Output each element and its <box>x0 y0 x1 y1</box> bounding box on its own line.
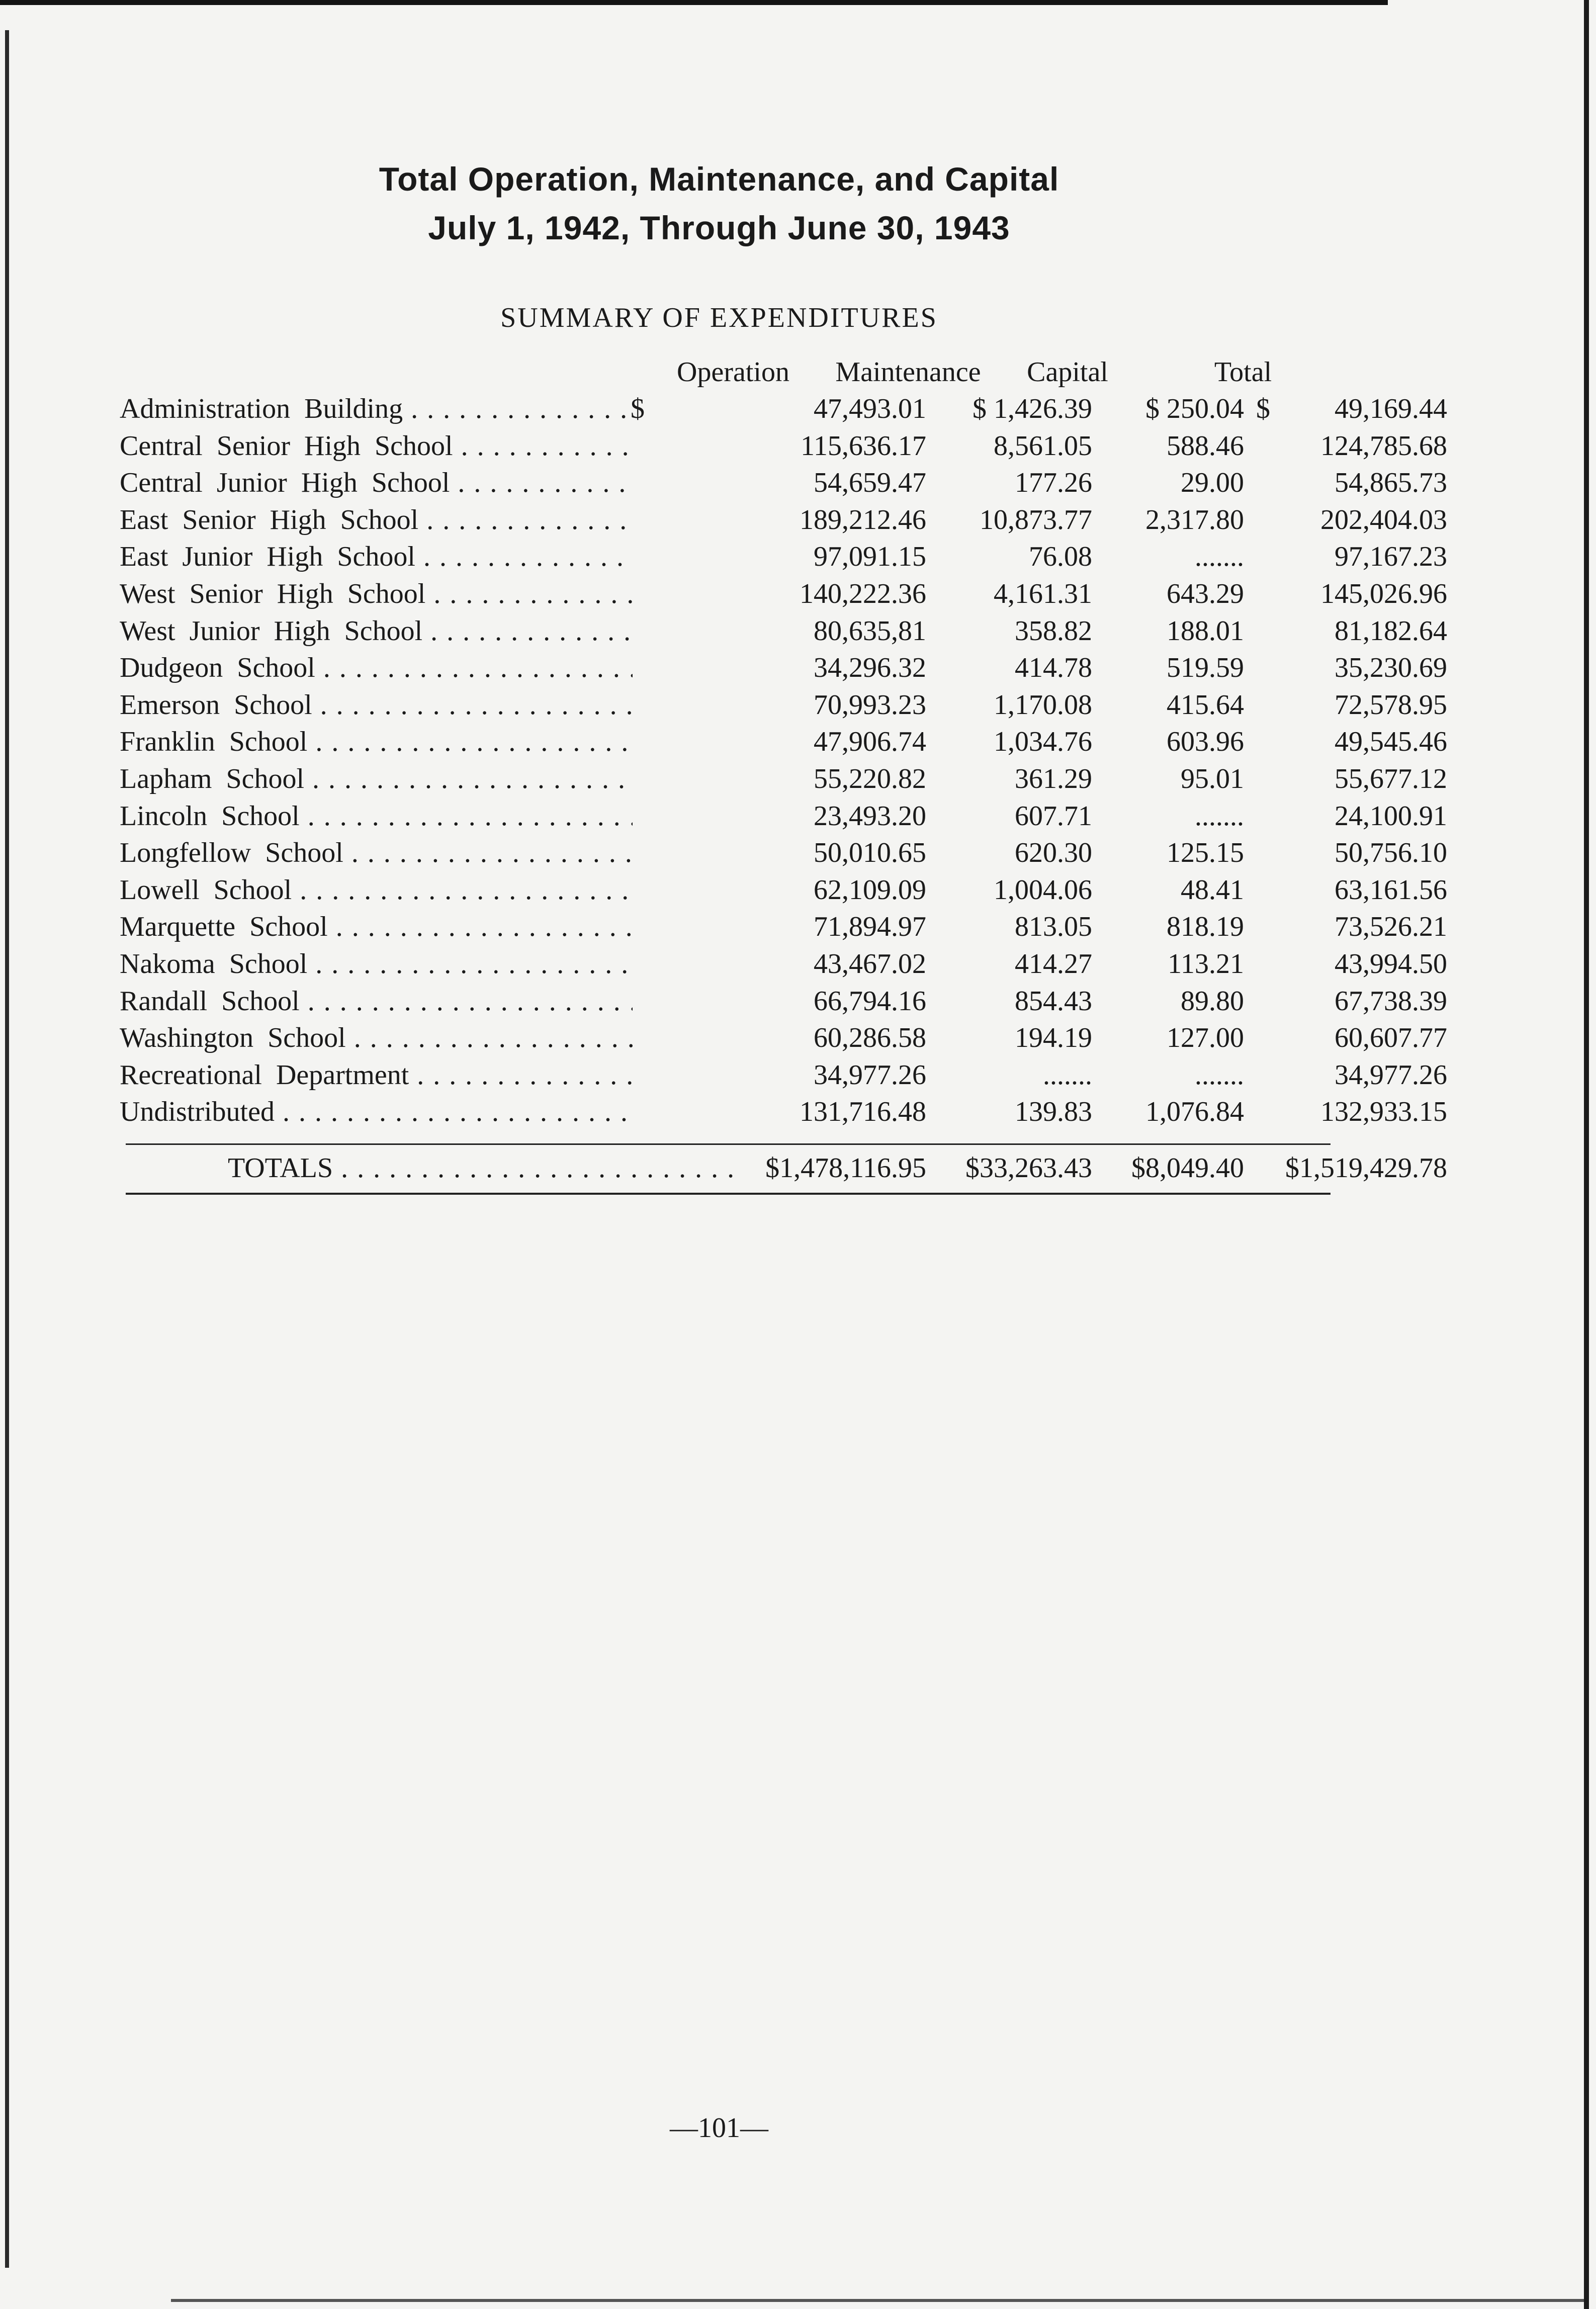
cell-maintenance: $ 1,426.39 <box>972 393 1092 424</box>
cell-maintenance: 1,034.76 <box>994 726 1092 757</box>
totals-maintenance: $33,263.43 <box>965 1152 1092 1184</box>
cell-capital: 818.19 <box>1167 911 1244 942</box>
cell-operation: 34,977.26 <box>814 1059 926 1091</box>
cell-total: 49,545.46 <box>1335 726 1447 757</box>
cell-total: 35,230.69 <box>1335 652 1447 683</box>
totals-label: TOTALS . . . <box>228 1149 736 1187</box>
row-label: Longfellow School . . . <box>120 834 633 871</box>
totals-rule-bottom <box>126 1193 1331 1195</box>
table-subtitle: SUMMARY OF EXPENDITURES <box>500 302 938 333</box>
row-label: Administration Building . . . <box>120 390 633 427</box>
row-label: Emerson School . . . <box>120 686 633 724</box>
row-label: Washington School . . . <box>120 1019 633 1056</box>
cell-total: 43,994.50 <box>1335 948 1447 980</box>
cell-capital: 588.46 <box>1167 430 1244 462</box>
cell-capital: 89.80 <box>1181 986 1244 1017</box>
cell-total: 60,607.77 <box>1335 1022 1447 1053</box>
row-label: West Senior High School . . . <box>120 575 633 612</box>
table-row <box>120 983 1447 1020</box>
cell-maintenance: 8,561.05 <box>994 430 1092 462</box>
row-label: West Junior High School . . . <box>120 612 633 650</box>
cell-operation: 54,659.47 <box>814 467 926 498</box>
cell-total: 72,578.95 <box>1335 689 1447 721</box>
cell-operation: 70,993.23 <box>814 689 926 721</box>
cell-operation: 47,493.01 <box>814 393 926 424</box>
table-row <box>120 686 1447 724</box>
cell-capital: 125.15 <box>1167 837 1244 868</box>
cell-operation: 97,091.15 <box>814 541 926 572</box>
cell-maintenance: 414.78 <box>1015 652 1092 683</box>
row-label: Dudgeon School . . . <box>120 649 633 686</box>
table-row <box>120 871 1447 909</box>
table-row <box>120 834 1447 871</box>
cell-total: 55,677.12 <box>1335 763 1447 794</box>
cell-capital: 188.01 <box>1167 615 1244 647</box>
page-border-left <box>5 30 9 2268</box>
row-label: East Senior High School . . . <box>120 501 633 539</box>
cell-maintenance: 414.27 <box>1015 948 1092 980</box>
totals-operation: $1,478,116.95 <box>765 1152 926 1184</box>
cell-capital: ....... <box>1195 801 1244 832</box>
row-label: Central Junior High School . . . <box>120 464 633 501</box>
page-border-bottom <box>171 2299 1584 2302</box>
dollar-sign-operation: $ <box>631 393 645 424</box>
cell-capital: 1,076.84 <box>1145 1096 1244 1127</box>
cell-total: 24,100.91 <box>1335 801 1447 832</box>
cell-total: 63,161.56 <box>1335 874 1447 906</box>
cell-maintenance: 1,004.06 <box>994 874 1092 906</box>
table-row <box>120 612 1447 650</box>
row-label: Undistributed . . . <box>120 1093 633 1130</box>
cell-operation: 189,212.46 <box>800 504 926 536</box>
cell-capital: 603.96 <box>1167 726 1244 757</box>
cell-maintenance: 607.71 <box>1015 801 1092 832</box>
cell-total: 202,404.03 <box>1320 504 1447 536</box>
cell-capital: 519.59 <box>1167 652 1244 683</box>
cell-maintenance: 139.83 <box>1015 1096 1092 1127</box>
totals-row <box>120 1149 1447 1187</box>
cell-maintenance: 4,161.31 <box>994 578 1092 609</box>
table-row <box>120 760 1447 797</box>
cell-maintenance: 76.08 <box>1029 541 1092 572</box>
cell-capital: 415.64 <box>1167 689 1244 721</box>
table-row <box>120 427 1447 465</box>
dollar-sign-total: $ <box>1256 393 1270 424</box>
cell-capital: 127.00 <box>1167 1022 1244 1053</box>
row-label: Nakoma School . . . <box>120 945 633 983</box>
cell-operation: 43,467.02 <box>814 948 926 980</box>
cell-maintenance: 813.05 <box>1015 911 1092 942</box>
cell-capital: 2,317.80 <box>1145 504 1244 536</box>
column-header-operation: Operation <box>677 357 789 388</box>
table-row <box>120 649 1447 686</box>
row-label: Lowell School . . . <box>120 871 633 909</box>
totals-rule-top <box>126 1143 1331 1145</box>
cell-maintenance: 1,170.08 <box>994 689 1092 721</box>
cell-maintenance: 194.19 <box>1015 1022 1092 1053</box>
table-row <box>120 945 1447 983</box>
table-row <box>120 1093 1447 1130</box>
column-header-capital: Capital <box>1027 357 1108 388</box>
cell-maintenance: 358.82 <box>1015 615 1092 647</box>
row-label: Lincoln School . . . <box>120 797 633 835</box>
cell-total: 145,026.96 <box>1320 578 1447 609</box>
table-row <box>120 575 1447 612</box>
cell-total: 49,169.44 <box>1335 393 1447 424</box>
cell-capital: ....... <box>1195 1059 1244 1091</box>
cell-capital: 95.01 <box>1181 763 1244 794</box>
cell-total: 34,977.26 <box>1335 1059 1447 1091</box>
table-row <box>120 1056 1447 1094</box>
row-label: Central Senior High School . . . <box>120 427 633 465</box>
cell-total: 73,526.21 <box>1335 911 1447 942</box>
cell-maintenance: 620.30 <box>1015 837 1092 868</box>
cell-operation: 131,716.48 <box>800 1096 926 1127</box>
cell-total: 50,756.10 <box>1335 837 1447 868</box>
table-row <box>120 1019 1447 1056</box>
cell-total: 54,865.73 <box>1335 467 1447 498</box>
cell-capital: $ 250.04 <box>1145 393 1244 424</box>
row-label: Lapham School . . . <box>120 760 633 797</box>
cell-maintenance: 361.29 <box>1015 763 1092 794</box>
column-header-maintenance: Maintenance <box>835 357 981 388</box>
cell-maintenance: ....... <box>1043 1059 1092 1091</box>
table-row <box>120 390 1447 427</box>
cell-operation: 60,286.58 <box>814 1022 926 1053</box>
row-label: East Junior High School . . . <box>120 538 633 575</box>
row-label: Marquette School . . . <box>120 908 633 945</box>
cell-operation: 62,109.09 <box>814 874 926 906</box>
cell-total: 67,738.39 <box>1335 986 1447 1017</box>
cell-operation: 80,635,81 <box>814 615 926 647</box>
column-header-total: Total <box>1214 357 1272 388</box>
page-title-date-range: July 1, 1942, Through June 30, 1943 <box>428 209 1010 246</box>
totals-capital: $8,049.40 <box>1131 1152 1244 1184</box>
cell-capital: 29.00 <box>1181 467 1244 498</box>
totals-total: $1,519,429.78 <box>1285 1152 1447 1184</box>
cell-operation: 50,010.65 <box>814 837 926 868</box>
cell-total: 132,933.15 <box>1320 1096 1447 1127</box>
cell-maintenance: 854.43 <box>1015 986 1092 1017</box>
cell-operation: 66,794.16 <box>814 986 926 1017</box>
cell-maintenance: 177.26 <box>1015 467 1092 498</box>
cell-capital: ....... <box>1195 541 1244 572</box>
table-row <box>120 538 1447 575</box>
cell-capital: 643.29 <box>1167 578 1244 609</box>
page-border-right <box>1584 0 1589 2309</box>
cell-operation: 47,906.74 <box>814 726 926 757</box>
cell-total: 81,182.64 <box>1335 615 1447 647</box>
table-row <box>120 908 1447 945</box>
table-row <box>120 464 1447 501</box>
cell-capital: 113.21 <box>1168 948 1244 980</box>
row-label: Recreational Department . . . <box>120 1056 633 1094</box>
cell-maintenance: 10,873.77 <box>980 504 1092 536</box>
page-border-top <box>0 0 1388 5</box>
table-row <box>120 501 1447 539</box>
row-label: Randall School . . . <box>120 983 633 1020</box>
cell-operation: 34,296.32 <box>814 652 926 683</box>
cell-total: 97,167.23 <box>1335 541 1447 572</box>
cell-operation: 140,222.36 <box>800 578 926 609</box>
cell-capital: 48.41 <box>1181 874 1244 906</box>
cell-total: 124,785.68 <box>1320 430 1447 462</box>
cell-operation: 55,220.82 <box>814 763 926 794</box>
table-row <box>120 797 1447 835</box>
table-row <box>120 723 1447 760</box>
page-title: Total Operation, Maintenance, and Capital <box>379 160 1059 198</box>
cell-operation: 23,493.20 <box>814 801 926 832</box>
cell-operation: 71,894.97 <box>814 911 926 942</box>
cell-operation: 115,636.17 <box>801 430 926 462</box>
row-label: Franklin School . . . <box>120 723 633 760</box>
page-number: —101— <box>670 2112 768 2144</box>
